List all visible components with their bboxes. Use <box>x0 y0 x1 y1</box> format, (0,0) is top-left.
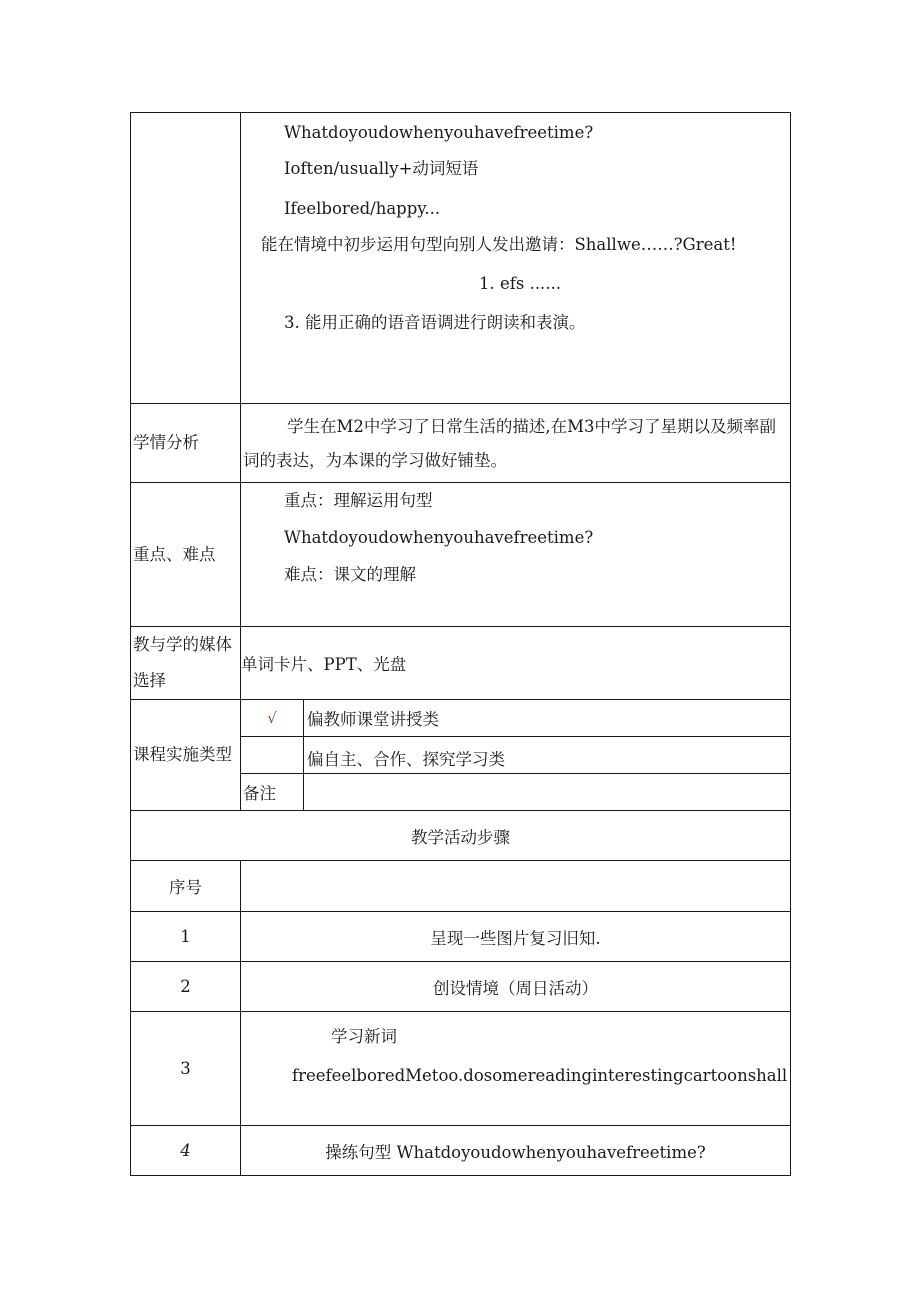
step-row <box>131 912 791 962</box>
media-value: 单词卡片、PPT、光盘 <box>241 627 791 700</box>
remark-value <box>304 774 791 811</box>
step-number: 3 <box>131 1012 241 1126</box>
key-points-row <box>131 483 791 627</box>
analysis-row <box>131 404 791 483</box>
objectives-row <box>131 113 791 404</box>
difficult-point-text: 难点：课文的理解 <box>284 565 416 584</box>
option2-check-mark <box>241 737 304 774</box>
step-number: 4 <box>131 1126 241 1176</box>
objectives-cell <box>241 113 791 404</box>
option1-label: 偏教师课堂讲授类 <box>304 700 791 737</box>
step-text: freefeelboredMetoo.dosomereadinginterestingcartoonshall <box>292 1066 788 1085</box>
step-number: 2 <box>131 962 241 1012</box>
key-points-cell <box>241 483 791 627</box>
step-text: 操练句型 Whatdoyoudowhenyouhavefreetime? <box>241 1126 791 1176</box>
objective-line-2: Ioften/usually+动词短语 <box>284 159 479 178</box>
objective-line-6: 3. 能用正确的语音语调进行朗读和表演。 <box>284 313 586 332</box>
objective-line-3: Ifeelbored/happy... <box>284 199 441 218</box>
key-sentence-text: Whatdoyoudowhenyouhavefreetime? <box>284 528 594 547</box>
steps-header-row <box>131 861 791 912</box>
option2-label: 偏自主、合作、探究学习类 <box>304 737 791 774</box>
objective-line-1: Whatdoyoudowhenyouhavefreetime? <box>284 123 594 142</box>
step-title: 学习新词 <box>331 1027 397 1046</box>
objectives-label-cell <box>131 113 241 404</box>
analysis-text: 学生在M2中学习了日常生活的描述,在M3中学习了星期以及频率副词的表达，为本课的学习做好铺垫。 <box>241 404 791 483</box>
steps-heading-row <box>131 811 791 861</box>
step-number: 1 <box>131 912 241 962</box>
step-text: 呈现一些图片复习旧知. <box>241 912 791 962</box>
step-3-cell <box>241 1012 791 1126</box>
step-row <box>131 962 791 1012</box>
media-row <box>131 627 791 700</box>
remark-label: 备注 <box>241 774 304 811</box>
content-header <box>241 861 791 912</box>
steps-heading: 教学活动步骤 <box>131 811 791 861</box>
objective-line-5: 1. efs ...... <box>479 274 562 293</box>
key-point-text: 重点：理解运用句型 <box>284 491 433 510</box>
course-type-row-1 <box>131 700 791 737</box>
lesson-plan-table <box>130 112 791 1176</box>
step-row <box>131 1012 791 1126</box>
course-type-label: 课程实施类型 <box>131 700 241 811</box>
option1-check-mark: √ <box>241 700 304 737</box>
step-row <box>131 1126 791 1176</box>
index-header: 序号 <box>131 861 241 912</box>
media-label: 教与学的媒体选择 <box>131 627 241 700</box>
key-points-label: 重点、难点 <box>131 483 241 627</box>
analysis-label: 学情分析 <box>131 404 241 483</box>
objective-line-4: 能在情境中初步运用句型向别人发出邀请：Shallwe……?Great! <box>261 235 737 254</box>
step-text: 创设情境（周日活动） <box>241 962 791 1012</box>
